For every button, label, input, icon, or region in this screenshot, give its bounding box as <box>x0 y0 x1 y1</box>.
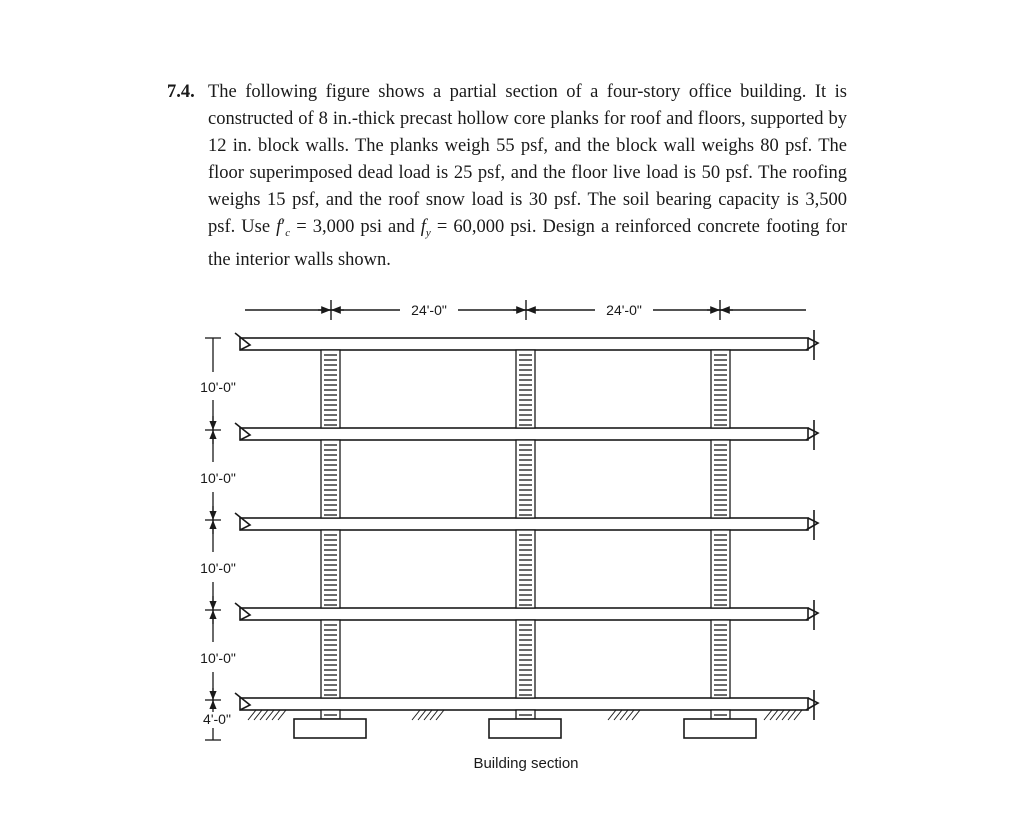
fc-subscript: c <box>285 227 291 239</box>
fy-value: = 60,000 psi. <box>430 217 537 237</box>
block-wall-left <box>321 350 340 719</box>
ground-hatch-left <box>248 710 286 720</box>
story-dimension-line <box>205 338 221 740</box>
span-label-left: 24'-0" <box>411 302 447 318</box>
footing-depth-label: 4'-0" <box>203 711 231 727</box>
ground-hatch-mid-right <box>608 710 640 720</box>
footing-right <box>684 719 756 738</box>
problem-number: 7.4. <box>167 82 195 102</box>
story-label-2: 10'-0" <box>200 560 236 576</box>
dimension-tick-center <box>513 300 539 320</box>
problem-text-part-2: Design a reinforced concrete footing for the interior walls shown. <box>208 217 847 270</box>
fc-prime: ′ <box>281 217 286 237</box>
footing-center <box>489 719 561 738</box>
block-walls <box>321 350 730 719</box>
fc-symbol: f <box>276 217 282 237</box>
story-label-4: 10'-0" <box>200 379 236 395</box>
dimension-tick-left <box>318 300 344 320</box>
dimension-tick-right <box>707 300 733 320</box>
story-label-3: 10'-0" <box>200 470 236 486</box>
ground-hatch-mid-left <box>412 710 444 720</box>
story-label-1: 10'-0" <box>200 650 236 666</box>
fc-value: = 3,000 psi and <box>290 217 421 237</box>
block-wall-right <box>711 350 730 719</box>
span-label-right: 24'-0" <box>606 302 642 318</box>
footings <box>294 719 756 738</box>
fy-subscript: y <box>425 227 431 239</box>
problem-text-part-1: The following figure shows a partial section of a four-story office building. It is constructed of 8 in.-thick precast hollow core planks for roof and floors, supported by 12 in. block walls. The planks weigh 55 psf, and the block wall weighs 80 psf. The floor superimposed dead load is 25 psf, and the floor live load is 50 psf. The roofing weighs 15 psf, and the roof snow load is 30 psf. The soil bearing capacity is 3,500 psf. Use <box>208 82 847 237</box>
span-dimension-line <box>245 300 806 320</box>
ground-hatch-right <box>764 710 802 720</box>
fy-symbol: f <box>420 217 426 237</box>
block-wall-center <box>516 350 535 719</box>
figure-caption: Building section <box>473 755 579 772</box>
footing-left <box>294 719 366 738</box>
